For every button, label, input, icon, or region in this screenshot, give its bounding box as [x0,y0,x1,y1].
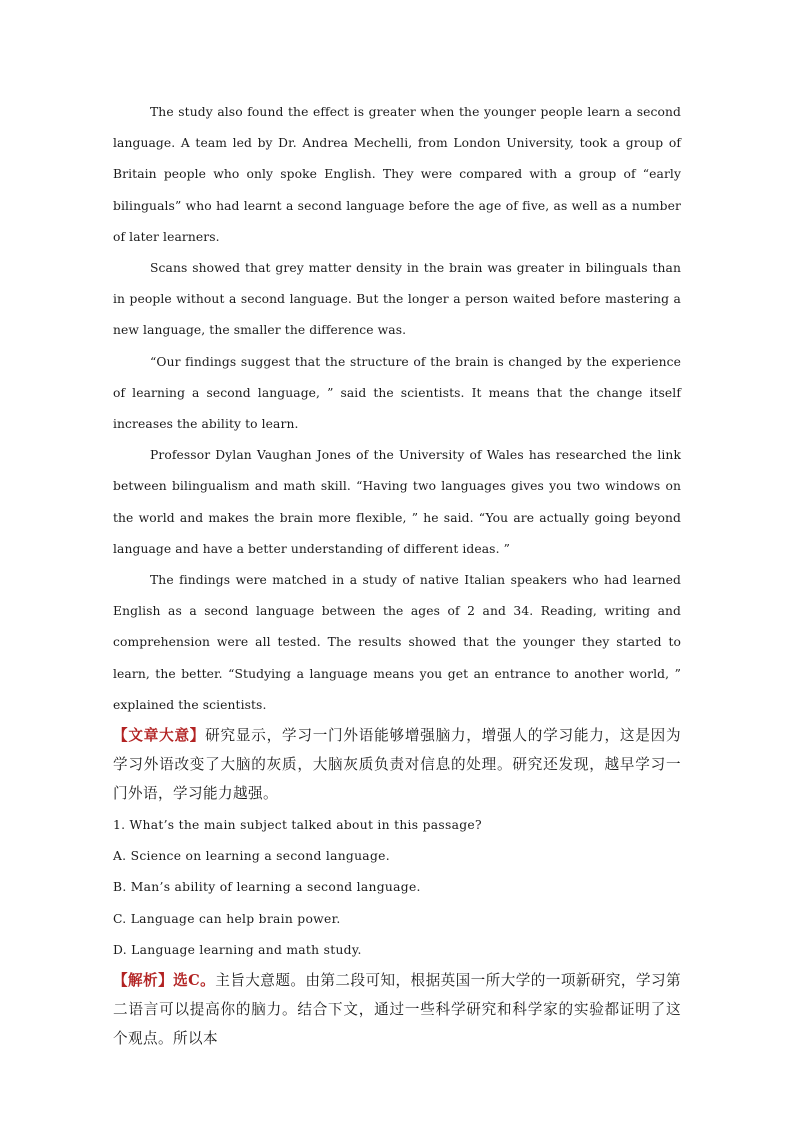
passage-paragraph-1: The study also found the effect is greater when the younger people learn a second language. A team led by Dr. Andrea Mechelli, from London University, took a group of Britain people who only spoke English. They were compared with a group of “early bilinguals” who had learnt a second language before the age of five, as well as a number of later learners. [113,105,681,244]
document-page [113,97,681,1053]
question-stem: 1. What’s the main subject talked about in this passage? [113,818,482,833]
analysis-block [113,966,681,1053]
passage-paragraph-3: “Our findings suggest that the structure of the brain is changed by the experience of learning a second language, ” said the scientists. It means that the change itself increases the ability to learn. [113,354,681,432]
summary-text: 研究显示，学习一门外语能够增强脑力，增强人的学习能力，这是因为学习外语改变了大脑的灰质，大脑灰质负责对信息的处理。研究还发现，越早学习一门外语，学习能力越强。 [113,727,681,803]
option-a: A. Science on learning a second language. [113,849,390,864]
analysis-text: 主旨大意题。由第二段可知，根据英国一所大学的一项新研究，学习第二语言可以提高你的脑力。结合下文，通过一些科学研究和科学家的实验都证明了这个观点。所以本 [113,972,681,1048]
analysis-tag: 【解析】 [113,972,174,990]
option-d: D. Language learning and math study. [113,942,362,957]
option-c: C. Language can help brain power. [113,911,341,926]
summary-block [113,721,681,808]
passage-paragraph-2: Scans showed that grey matter density in the brain was greater in bilinguals than in people without a second language. But the longer a person waited before mastering a new language, the smaller the difference was. [113,261,681,338]
summary-tag: 【文章大意】 [113,727,206,745]
analysis-answer: 选C。 [173,972,216,990]
passage-paragraph-5: The findings were matched in a study of native Italian speakers who had learned English as a second language between the ages of 2 and 34. Reading, writing and comprehension were all tested. The results showed that the younger they started to learn, the better. “Studying a language means you get an entrance to another world, ” explained the scientists. [113,573,681,712]
option-b: B. Man’s ability of learning a second language. [113,880,421,895]
passage-paragraph-4: Professor Dylan Vaughan Jones of the University of Wales has researched the link between bilingualism and math skill. “Having two languages gives you two windows on the world and makes the brain more flexible, ” he said. “You are actually going beyond language and have a better understanding of different ideas. ” [113,448,681,556]
